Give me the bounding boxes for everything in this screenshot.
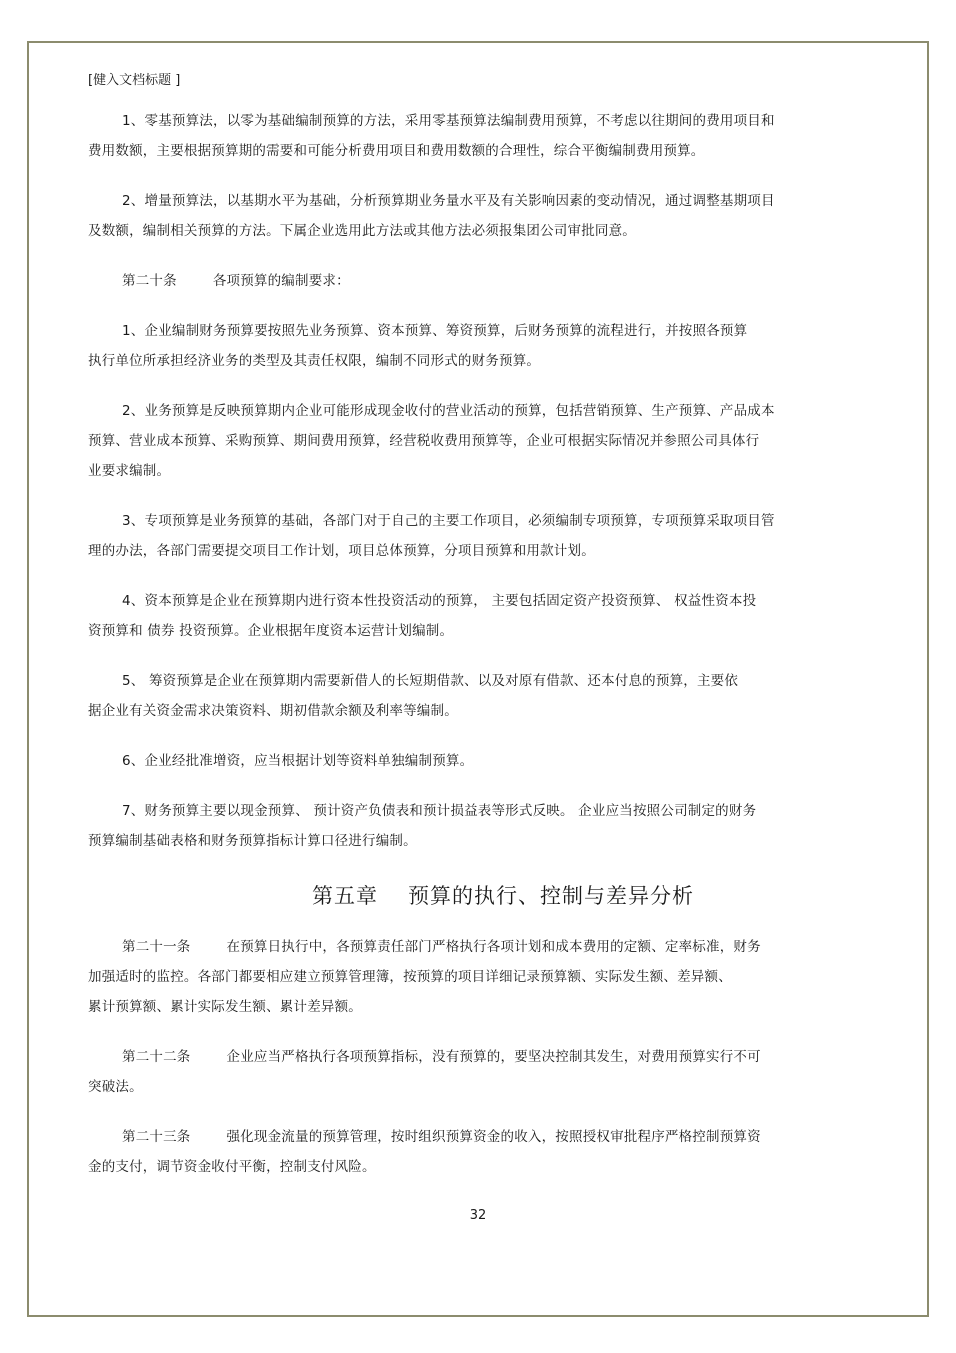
paragraph-req-7 bbox=[88, 796, 918, 856]
article-number: 第二十一条 bbox=[122, 939, 191, 955]
document-body bbox=[88, 72, 918, 1202]
text-line: 3、专项预算是业务预算的基础，各部门对于自己的主要工作项目，必须编制专项预算，专项预算采取项目管 bbox=[122, 513, 775, 529]
text-line bbox=[88, 932, 918, 962]
article-text: 企业应当严格执行各项预算指标，没有预算的，要坚决控制其发生，对费用预算实行不可 bbox=[226, 1049, 761, 1065]
article-text: 各项预算的编制要求： bbox=[212, 273, 350, 289]
paragraph-incremental bbox=[88, 186, 918, 246]
text-line bbox=[88, 1122, 918, 1152]
paragraph-zero-based bbox=[88, 106, 918, 166]
article-21 bbox=[88, 932, 918, 1022]
article-22 bbox=[88, 1042, 918, 1102]
paragraph-req-3 bbox=[88, 506, 918, 566]
paragraph-req-6 bbox=[88, 746, 918, 776]
text-line: 1、零基预算法，以零为基础编制预算的方法，采用零基预算法编制费用预算，不考虑以往期间的费用项目和 bbox=[122, 113, 775, 129]
text-line: 预算编制基础表格和财务预算指标计算口径进行编制。 bbox=[88, 833, 417, 849]
text-line: 5、 筹资预算是企业在预算期内需要新借人的长短期借款、以及对原有借款、还本付息的预算，主要依 bbox=[122, 673, 739, 689]
article-number: 第二十三条 bbox=[122, 1129, 191, 1145]
text-line: 2、业务预算是反映预算期内企业可能形成现金收付的营业活动的预算，包括营销预算、生产预算、产品成本 bbox=[122, 403, 775, 419]
text-line: 费用数额，主要根据预算期的需要和可能分析费用项目和费用数额的合理性，综合平衡编制费用预算。 bbox=[88, 143, 705, 159]
paragraph-req-1 bbox=[88, 316, 918, 376]
paragraph-req-4 bbox=[88, 586, 918, 646]
text-line: 金的支付，调节资金收付平衡，控制支付风险。 bbox=[88, 1159, 376, 1175]
text-line bbox=[88, 266, 918, 296]
article-23 bbox=[88, 1122, 918, 1182]
paragraph-req-2 bbox=[88, 396, 918, 486]
article-number: 第二十条 bbox=[122, 273, 177, 289]
text-line: 加强适时的监控。各部门都要相应建立预算管理簿，按预算的项目详细记录预算额、实际发生额、差异额、 bbox=[88, 969, 732, 985]
chapter-title-text: 预算的执行、控制与差异分析 bbox=[408, 884, 694, 908]
text-line: 2、增量预算法，以基期水平为基础，分析预算期业务量水平及有关影响因素的变动情况，通过调整基期项目 bbox=[122, 193, 775, 209]
text-line: 4、资本预算是企业在预算期内进行资本性投资活动的预算， 主要包括固定资产投资预算、 权益性资本投 bbox=[122, 593, 757, 609]
article-text: 在预算日执行中，各预算责任部门严格执行各项计划和成本费用的定额、定率标准，财务 bbox=[226, 939, 761, 955]
chapter-heading bbox=[88, 876, 918, 916]
text-line: 6、企业经批准增资，应当根据计划等资料单独编制预算。 bbox=[122, 753, 474, 769]
text-line: 执行单位所承担经济业务的类型及其责任权限，编制不同形式的财务预算。 bbox=[88, 353, 541, 369]
text-line: 理的办法，各部门需要提交项目工作计划，项目总体预算，分项目预算和用款计划。 bbox=[88, 543, 595, 559]
paragraph-req-5 bbox=[88, 666, 918, 726]
page-number: 32 bbox=[469, 1208, 487, 1223]
text-line: 突破法。 bbox=[88, 1079, 143, 1095]
text-line: 及数额，编制相关预算的方法。下属企业选用此方法或其他方法必须报集团公司审批同意。 bbox=[88, 223, 636, 239]
text-line: 累计预算额、累计实际发生额、累计差异额。 bbox=[88, 999, 362, 1015]
text-line bbox=[88, 1042, 918, 1072]
chapter-number: 第五章 bbox=[312, 884, 378, 908]
article-20 bbox=[88, 266, 918, 296]
text-line: 7、财务预算主要以现金预算、 预计资产负债表和预计损益表等形式反映。 企业应当按照公司制定的财务 bbox=[122, 803, 757, 819]
article-text: 强化现金流量的预算管理，按时组织预算资金的收入，按照授权审批程序严格控制预算资 bbox=[226, 1129, 761, 1145]
article-number: 第二十二条 bbox=[122, 1049, 191, 1065]
header-placeholder: [健入文档标题 ] bbox=[88, 73, 181, 88]
text-line: 业要求编制。 bbox=[88, 463, 171, 479]
text-line: 预算、营业成本预算、采购预算、期间费用预算，经营税收费用预算等，企业可根据实际情况并参照公司具体行 bbox=[88, 433, 760, 449]
text-line: 1、企业编制财务预算要按照先业务预算、资本预算、筹资预算，后财务预算的流程进行，并按照各预算 bbox=[122, 323, 748, 339]
text-line: 据企业有关资金需求决策资料、期初借款余额及利率等编制。 bbox=[88, 703, 458, 719]
text-line: 资预算和 债券 投资预算。企业根据年度资本运营计划编制。 bbox=[88, 623, 454, 639]
